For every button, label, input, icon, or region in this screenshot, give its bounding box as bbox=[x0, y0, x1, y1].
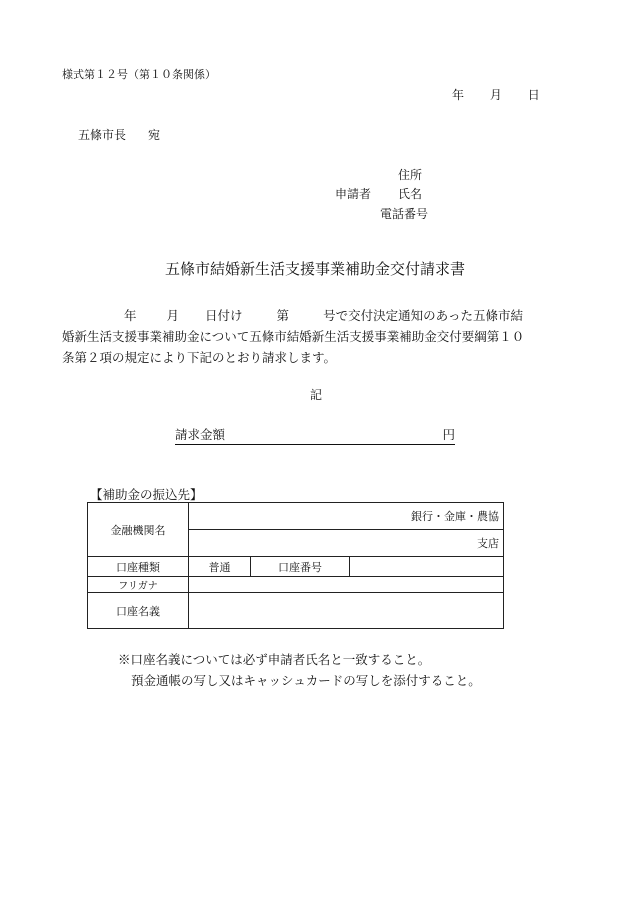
account-type-value: 普通 bbox=[208, 560, 231, 574]
body-line-2: 婚新生活支援事業補助金について五條市結婚新生活支援事業補助金交付要綱第１０ bbox=[62, 329, 525, 344]
addressee bbox=[78, 126, 160, 143]
furigana-label-cell bbox=[88, 577, 189, 593]
account-type-label: 口座種類 bbox=[116, 560, 160, 574]
date-line bbox=[452, 86, 562, 103]
account-type-value-cell bbox=[189, 557, 251, 577]
body-line-1-rest: 号で交付決定通知のあった五條市結 bbox=[323, 308, 523, 323]
holder-name-field[interactable] bbox=[189, 593, 504, 629]
date-month-label: 月 bbox=[489, 88, 502, 102]
institution-types: 銀行・金庫・農協 bbox=[411, 510, 499, 523]
bank-table bbox=[87, 502, 504, 629]
date-day-label: 日 bbox=[527, 88, 540, 102]
account-number-label: 口座番号 bbox=[278, 560, 322, 574]
furigana-field[interactable] bbox=[189, 577, 504, 593]
applicant-role-label: 申請者 bbox=[335, 187, 372, 201]
holder-label: 口座名義 bbox=[116, 604, 160, 618]
branch-name-field[interactable] bbox=[189, 530, 504, 557]
institution-name-field[interactable] bbox=[189, 503, 504, 530]
account-type-label-cell bbox=[88, 557, 189, 577]
holder-label-cell bbox=[88, 593, 189, 629]
bank-section-heading: 【補助金の振込先】 bbox=[90, 487, 203, 502]
furigana-label: フリガナ bbox=[118, 581, 158, 592]
addressee-name: 五條市長 bbox=[78, 128, 127, 142]
branch-label: 支店 bbox=[477, 537, 499, 550]
applicant-phone-label: 電話番号 bbox=[380, 207, 429, 221]
applicant-name-label: 氏名 bbox=[398, 187, 423, 201]
note-line-1: ※口座名義については必ず申請者氏名と一致すること。 bbox=[118, 652, 431, 667]
body-line-1 bbox=[62, 305, 582, 326]
amount-line bbox=[175, 425, 455, 445]
account-number-field[interactable] bbox=[350, 557, 504, 577]
addressee-suffix: 宛 bbox=[148, 128, 161, 142]
institution-label: 金融機関名 bbox=[110, 523, 166, 537]
applicant-address-label: 住所 bbox=[398, 168, 423, 182]
account-number-label-cell bbox=[251, 557, 350, 577]
body-dated: 日付け bbox=[205, 308, 243, 323]
date-year-label: 年 bbox=[452, 88, 465, 102]
form-number: 様式第１２号（第１０条関係） bbox=[62, 68, 216, 81]
institution-label-cell bbox=[88, 503, 189, 557]
body-year: 年 bbox=[124, 308, 137, 323]
body-dai: 第 bbox=[276, 308, 290, 323]
document-title: 五條市結婚新生活支援事業補助金交付請求書 bbox=[164, 260, 465, 278]
notes bbox=[118, 649, 481, 691]
body-line-3: 条第２項の規定により下記のとおり請求します。 bbox=[62, 350, 337, 365]
request-body bbox=[62, 305, 582, 368]
ki-heading: 記 bbox=[310, 388, 323, 402]
amount-unit: 円 bbox=[442, 427, 455, 442]
note-line-2: 預金通帳の写し又はキャッシュカードの写しを添付すること。 bbox=[131, 673, 481, 688]
amount-label: 請求金額 bbox=[175, 427, 226, 442]
body-month: 月 bbox=[166, 308, 180, 323]
